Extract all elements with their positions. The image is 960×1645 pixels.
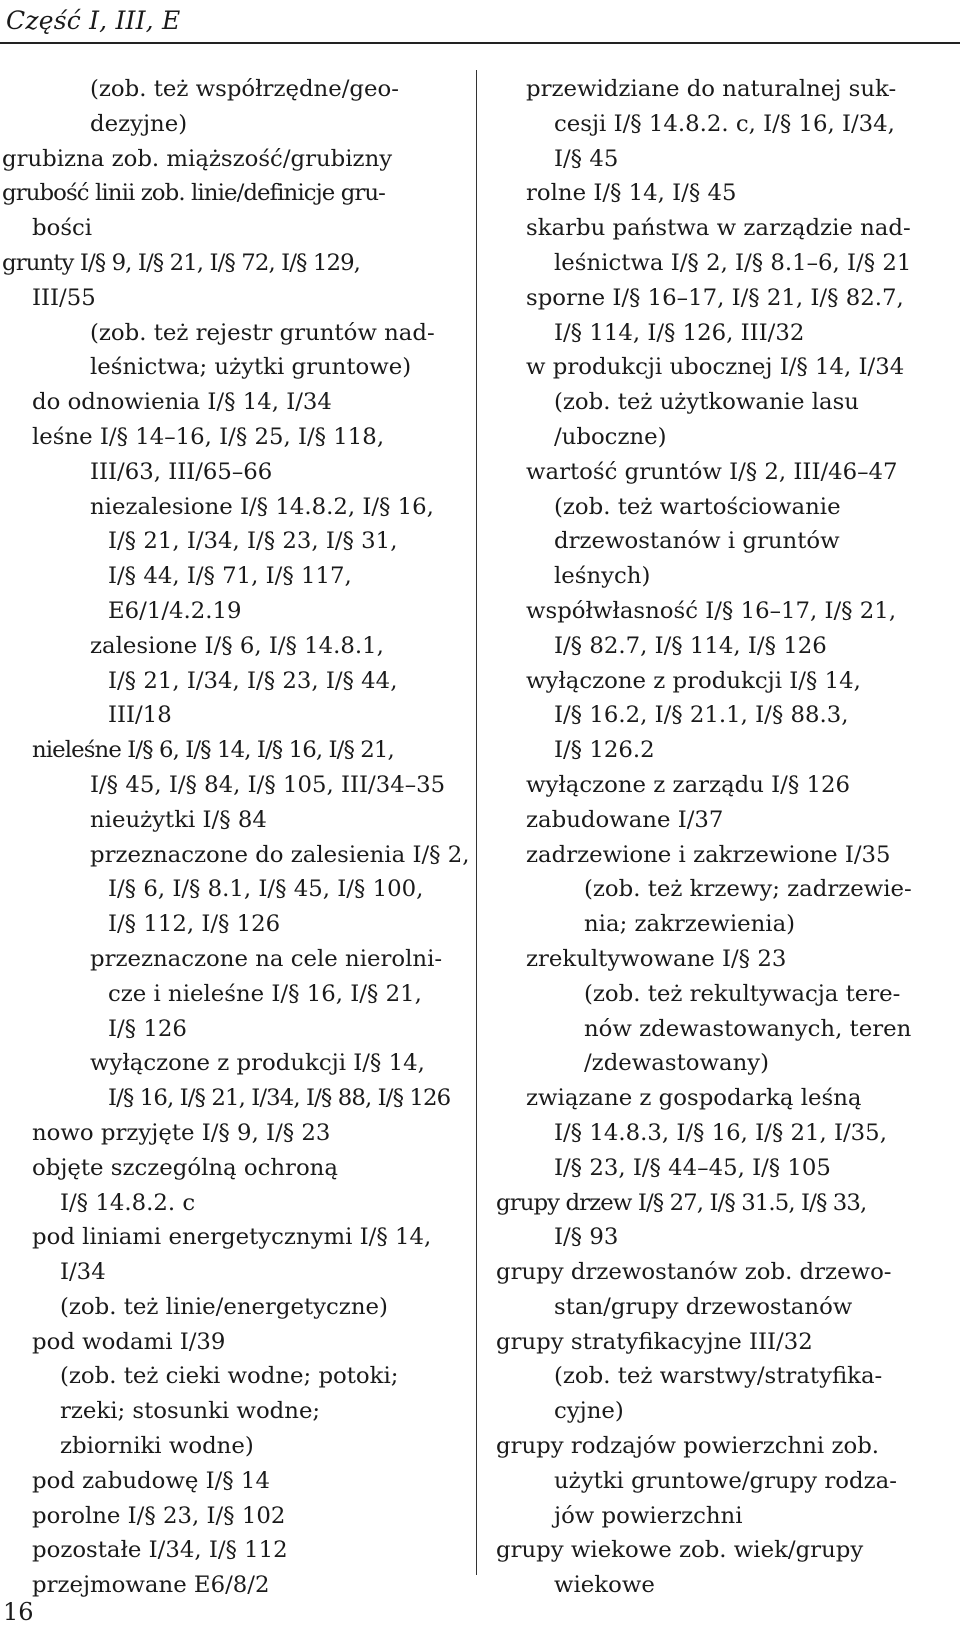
index-line: nia; zakrzewienia) bbox=[584, 911, 796, 938]
index-line: I/§ 14.8.3, I/§ 16, I/§ 21, I/35, bbox=[554, 1119, 887, 1146]
index-line: skarbu państwa w zarządzie nad- bbox=[526, 215, 911, 242]
index-line: użytki gruntowe/grupy rodza- bbox=[554, 1467, 897, 1494]
index-line: I/§ 45 bbox=[554, 145, 619, 172]
index-line: niezalesione I/§ 14.8.2, I/§ 16, bbox=[90, 493, 434, 520]
index-line: I/34 bbox=[60, 1259, 106, 1286]
page-number: 16 bbox=[3, 1598, 34, 1626]
index-line: dezyjne) bbox=[90, 110, 188, 137]
index-line: wyłączone z zarządu I/§ 126 bbox=[526, 771, 851, 798]
index-line: grubizna zob. miąższość/grubizny bbox=[2, 145, 393, 172]
index-line: drzewostanów i gruntów bbox=[554, 528, 840, 555]
index-line: I/§ 14.8.2. c bbox=[60, 1189, 196, 1216]
index-line: leśne I/§ 14–16, I/§ 25, I/§ 118, bbox=[32, 423, 385, 450]
index-line: (zob. też cieki wodne; potoki; bbox=[60, 1363, 399, 1390]
index-line: grupy drzew I/§ 27, I/§ 31.5, I/§ 33, bbox=[496, 1189, 867, 1216]
index-line: III/63, III/65–66 bbox=[90, 458, 273, 485]
index-line: rolne I/§ 14, I/§ 45 bbox=[526, 180, 737, 207]
index-line: nieleśne I/§ 6, I/§ 14, I/§ 16, I/§ 21, bbox=[32, 737, 394, 764]
index-line: zbiorniki wodne) bbox=[60, 1433, 254, 1460]
index-line: cze i nieleśne I/§ 16, I/§ 21, bbox=[108, 980, 422, 1007]
index-line: wyłączone z produkcji I/§ 14, bbox=[526, 667, 861, 694]
index-line: (zob. też współrzędne/geo- bbox=[90, 76, 399, 102]
index-line: grupy rodzajów powierzchni zob. bbox=[496, 1433, 880, 1460]
index-line: pod liniami energetycznymi I/§ 14, bbox=[32, 1224, 432, 1251]
index-line: I/§ 16.2, I/§ 21.1, I/§ 88.3, bbox=[554, 702, 849, 729]
index-line: (zob. też użytkowanie lasu bbox=[554, 389, 859, 416]
index-line: I/§ 82.7, I/§ 114, I/§ 126 bbox=[554, 632, 827, 659]
index-line: I/§ 126.2 bbox=[554, 737, 655, 764]
index-line: I/§ 23, I/§ 44–45, I/§ 105 bbox=[554, 1154, 831, 1181]
index-line: rzeki; stosunki wodne; bbox=[60, 1398, 321, 1425]
index-line: (zob. też krzewy; zadrzewie- bbox=[584, 876, 912, 903]
index-line: I/§ 45, I/§ 84, I/§ 105, III/34–35 bbox=[90, 771, 446, 798]
index-line: w produkcji ubocznej I/§ 14, I/34 bbox=[526, 354, 905, 381]
index-line: /uboczne) bbox=[554, 423, 667, 450]
index-line: pozostałe I/34, I/§ 112 bbox=[32, 1537, 288, 1564]
index-line: (zob. też linie/energetyczne) bbox=[60, 1293, 388, 1320]
index-line: leśnych) bbox=[554, 563, 651, 590]
index-line: związane z gospodarką leśną bbox=[526, 1085, 862, 1112]
running-title: Część I, III, E bbox=[6, 6, 181, 35]
index-line: grunty I/§ 9, I/§ 21, I/§ 72, I/§ 129, bbox=[2, 249, 361, 276]
index-line: I/§ 6, I/§ 8.1, I/§ 45, I/§ 100, bbox=[108, 876, 424, 903]
index-line: III/55 bbox=[32, 284, 96, 311]
index-line: pod zabudowę I/§ 14 bbox=[32, 1467, 270, 1494]
index-line: grupy stratyfikacyjne III/32 bbox=[496, 1328, 813, 1355]
index-line: stan/grupy drzewostanów bbox=[554, 1293, 853, 1320]
index-line: nów zdewastowanych, teren bbox=[584, 1015, 912, 1042]
index-line: współwłasność I/§ 16–17, I/§ 21, bbox=[526, 597, 897, 624]
index-line: grupy wiekowe zob. wiek/grupy bbox=[496, 1537, 864, 1564]
index-line: cyjne) bbox=[554, 1398, 624, 1425]
index-line: (zob. też rejestr gruntów nad- bbox=[90, 319, 435, 346]
index-line: E6/1/4.2.19 bbox=[108, 597, 242, 624]
index-column-left bbox=[2, 72, 472, 1603]
index-line: grupy drzewostanów zob. drzewo- bbox=[496, 1259, 892, 1286]
index-line: I/§ 93 bbox=[554, 1224, 619, 1251]
index-line: zalesione I/§ 6, I/§ 14.8.1, bbox=[90, 632, 384, 659]
index-line: leśnictwa; użytki gruntowe) bbox=[90, 354, 412, 381]
index-line: zabudowane I/37 bbox=[526, 806, 724, 833]
index-line: przewidziane do naturalnej suk- bbox=[526, 76, 897, 102]
index-line: (zob. też rekultywacja tere- bbox=[584, 980, 901, 1007]
index-line: I/§ 126 bbox=[108, 1015, 187, 1042]
index-line: nieużytki I/§ 84 bbox=[90, 806, 267, 833]
index-line: porolne I/§ 23, I/§ 102 bbox=[32, 1502, 286, 1529]
index-line: wyłączone z produkcji I/§ 14, bbox=[90, 1050, 425, 1077]
header-rule bbox=[0, 42, 960, 44]
index-line: pod wodami I/39 bbox=[32, 1328, 226, 1355]
index-line: leśnictwa I/§ 2, I/§ 8.1–6, I/§ 21 bbox=[554, 249, 912, 276]
index-line: przejmowane E6/8/2 bbox=[32, 1572, 270, 1599]
index-line: I/§ 44, I/§ 71, I/§ 117, bbox=[108, 563, 352, 590]
index-column-right bbox=[496, 72, 958, 1603]
index-line: /zdewastowany) bbox=[584, 1050, 770, 1077]
index-line: cesji I/§ 14.8.2. c, I/§ 16, I/34, bbox=[554, 110, 895, 137]
index-line: nowo przyjęte I/§ 9, I/§ 23 bbox=[32, 1119, 331, 1146]
index-line: I/§ 112, I/§ 126 bbox=[108, 911, 281, 938]
index-line: (zob. też wartościowanie bbox=[554, 493, 841, 520]
index-line: zadrzewione i zakrzewione I/35 bbox=[526, 841, 891, 868]
index-line: grubość linii zob. linie/definicje gru- bbox=[2, 180, 385, 207]
column-divider bbox=[476, 70, 477, 1575]
index-line: wiekowe bbox=[554, 1572, 655, 1599]
index-line: sporne I/§ 16–17, I/§ 21, I/§ 82.7, bbox=[526, 284, 904, 311]
index-line: bości bbox=[32, 215, 93, 242]
index-line: jów powierzchni bbox=[554, 1502, 743, 1529]
index-line: III/18 bbox=[108, 702, 172, 729]
index-line: zrekultywowane I/§ 23 bbox=[526, 945, 787, 972]
index-line: przeznaczone do zalesienia I/§ 2, bbox=[90, 841, 470, 868]
index-line: (zob. też warstwy/stratyfika- bbox=[554, 1363, 883, 1390]
index-line: I/§ 21, I/34, I/§ 23, I/§ 31, bbox=[108, 528, 398, 555]
index-line: I/§ 114, I/§ 126, III/32 bbox=[554, 319, 805, 346]
index-line: objęte szczególną ochroną bbox=[32, 1154, 338, 1181]
index-line: przeznaczone na cele nierolni- bbox=[90, 945, 443, 972]
index-line: I/§ 21, I/34, I/§ 23, I/§ 44, bbox=[108, 667, 398, 694]
index-line: do odnowienia I/§ 14, I/34 bbox=[32, 389, 332, 416]
index-line: I/§ 16, I/§ 21, I/34, I/§ 88, I/§ 126 bbox=[108, 1085, 451, 1112]
index-line: wartość gruntów I/§ 2, III/46–47 bbox=[526, 458, 898, 485]
